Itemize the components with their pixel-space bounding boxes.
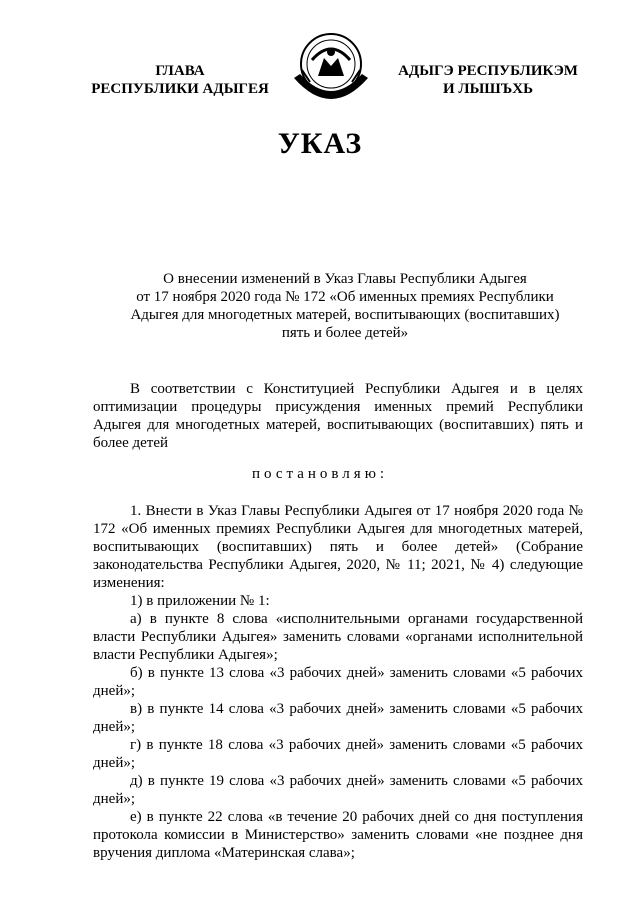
item-paragraph: д) в пункте 19 слова «3 рабочих дней» заменить словами «5 рабочих дней»; [93, 773, 583, 807]
subject-line: Адыгея для многодетных матерей, воспитывающих (воспитавших) [130, 307, 560, 323]
issuer-title-ady-line2: И ЛЫШЪХЬ [442, 81, 534, 97]
issuer-title-ru-line1: ГЛАВА [155, 63, 205, 79]
subject-line: от 17 ноября 2020 года № 172 «Об именных премиях Республики [136, 289, 554, 305]
coat-of-arms-emblem [282, 30, 380, 108]
preamble-text: В соответствии с Конституцией Республики Адыгея и в целях оптимизации процедуры присуждения именных премий Республики Адыгея для многодетных матерей, воспитывающих (воспитавших) пять и более детей [93, 381, 583, 451]
decree-word: постановляю: [251, 466, 389, 482]
item-paragraph: б) в пункте 13 слова «3 рабочих дней» заменить словами «5 рабочих дней»; [93, 665, 583, 699]
preamble-block [93, 380, 583, 452]
item-paragraph: 1. Внести в Указ Главы Республики Адыгея от 17 ноября 2020 года № 172 «Об именных премиях Республики Адыгея для многодетных матерей, воспитывающих (воспитавших) пять и более детей» (Собрание законодательства Республики Адыгея, 2020, № 11; 2021, № 4) следующие изменения: [93, 503, 583, 591]
item-paragraph: г) в пункте 18 слова «3 рабочих дней» заменить словами «5 рабочих дней»; [93, 737, 583, 771]
issuer-title-ru-line2: РЕСПУБЛИКИ АДЫГЕЯ [91, 81, 269, 97]
item-paragraph: 1) в приложении № 1: [130, 593, 270, 609]
decree-items [93, 502, 583, 862]
document-subject [130, 270, 560, 342]
item-paragraph: е) в пункте 22 слова «в течение 20 рабочих дней со дня поступления протокола комиссии в Министерство» заменить словами «не позднее дня вручения диплома «Материнская слава»; [93, 809, 583, 861]
issuer-title-ru [80, 62, 280, 98]
subject-line: пять и более детей» [281, 325, 409, 341]
issuer-title-ady-line1: АДЫГЭ РЕСПУБЛИКЭМ [398, 63, 578, 79]
item-paragraph: в) в пункте 14 слова «3 рабочих дней» заменить словами «5 рабочих дней»; [93, 701, 583, 735]
issuer-title-ady [388, 62, 588, 98]
item-paragraph: а) в пункте 8 слова «исполнительными органами государственной власти Республики Адыгея» заменить словами «органами исполнительной власти Республики Адыгея»; [93, 611, 583, 663]
subject-line: О внесении изменений в Указ Главы Республики Адыгея [163, 271, 527, 287]
document-title: УКАЗ [277, 127, 363, 160]
